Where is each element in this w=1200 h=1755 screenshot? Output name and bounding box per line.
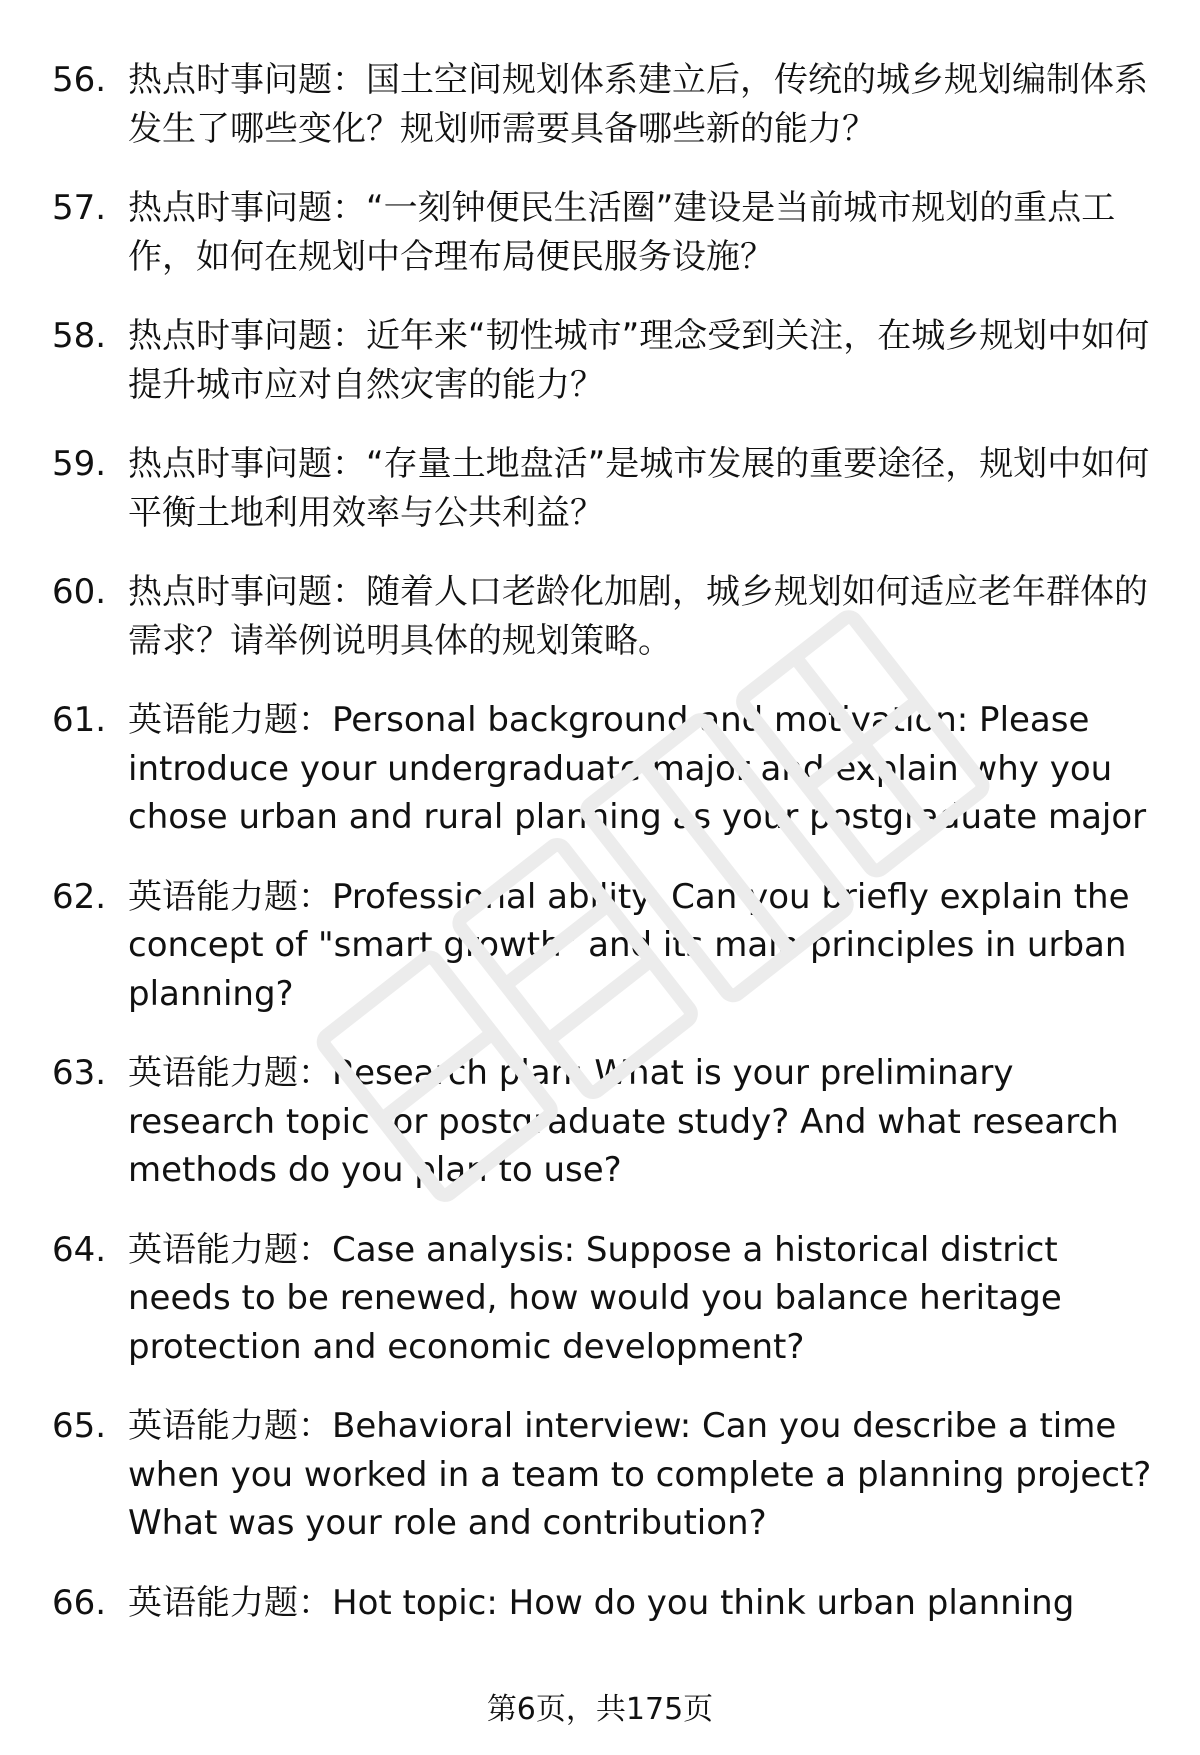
question-item <box>52 1402 1162 1548</box>
question-number: 60. <box>52 572 107 612</box>
question-list <box>52 56 1162 1658</box>
question-text: 热点时事问题：国土空间规划体系建立后，传统的城乡规划编制体系发生了哪些变化？规划师需要具备哪些新的能力？ <box>128 60 1148 149</box>
question-number: 65. <box>52 1406 107 1446</box>
question-text: 英语能力题：Hot topic: How do you think urban planning <box>128 1582 1075 1623</box>
question-item <box>52 1049 1162 1195</box>
question-number: 61. <box>52 700 107 740</box>
question-item <box>52 568 1162 665</box>
question-item <box>52 1579 1162 1628</box>
question-text: 热点时事问题：近年来“韧性城市”理念受到关注，在城乡规划中如何提升城市应对自然灾害的能力？ <box>128 316 1150 405</box>
question-number: 57. <box>52 188 107 228</box>
question-number: 64. <box>52 1229 107 1270</box>
question-number: 62. <box>52 876 107 917</box>
question-text: 英语能力题：Personal background and motivation: Please introduce your undergraduate major and explain why you chose urban and rural planning as your postgraduate major <box>128 700 1147 837</box>
question-text: 热点时事问题：“一刻钟便民生活圈”建设是当前城市规划的重点工作，如何在规划中合理布局便民服务设施？ <box>128 188 1116 277</box>
question-text: 热点时事问题：随着人口老龄化加剧，城乡规划如何适应老年群体的需求？请举例说明具体的规划策略。 <box>128 572 1148 661</box>
question-item <box>52 1226 1162 1372</box>
question-number: 66. <box>52 1582 107 1623</box>
question-number: 59. <box>52 444 107 484</box>
question-number: 63. <box>52 1053 107 1093</box>
question-text: 英语能力题：Behavioral interview: Can you describe a time when you worked in a team to complete a planning project? What was your role and contribution? <box>128 1406 1152 1543</box>
question-item <box>52 873 1162 1019</box>
question-item <box>52 440 1162 537</box>
question-text: 英语能力题：Research plan: What is your preliminary research topic for postgraduate study? And what research methods do you plan to use? <box>128 1053 1119 1190</box>
question-text: 英语能力题：Professional ability: Can you briefly explain the concept of "smart growth" and its main principles in urban planning? <box>128 876 1130 1014</box>
question-text: 英语能力题：Case analysis: Suppose a historical district needs to be renewed, how would you balance heritage protection and economic development? <box>128 1229 1062 1367</box>
page-footer: 第6页，共175页 <box>486 1692 714 1727</box>
question-item <box>52 696 1162 842</box>
question-text: 热点时事问题：“存量土地盘活”是城市发展的重要途径，规划中如何平衡土地利用效率与公共利益？ <box>128 444 1150 533</box>
question-item <box>52 184 1162 281</box>
question-number: 58. <box>52 316 107 356</box>
question-item <box>52 56 1162 153</box>
question-number: 56. <box>52 60 107 100</box>
question-item <box>52 312 1162 409</box>
